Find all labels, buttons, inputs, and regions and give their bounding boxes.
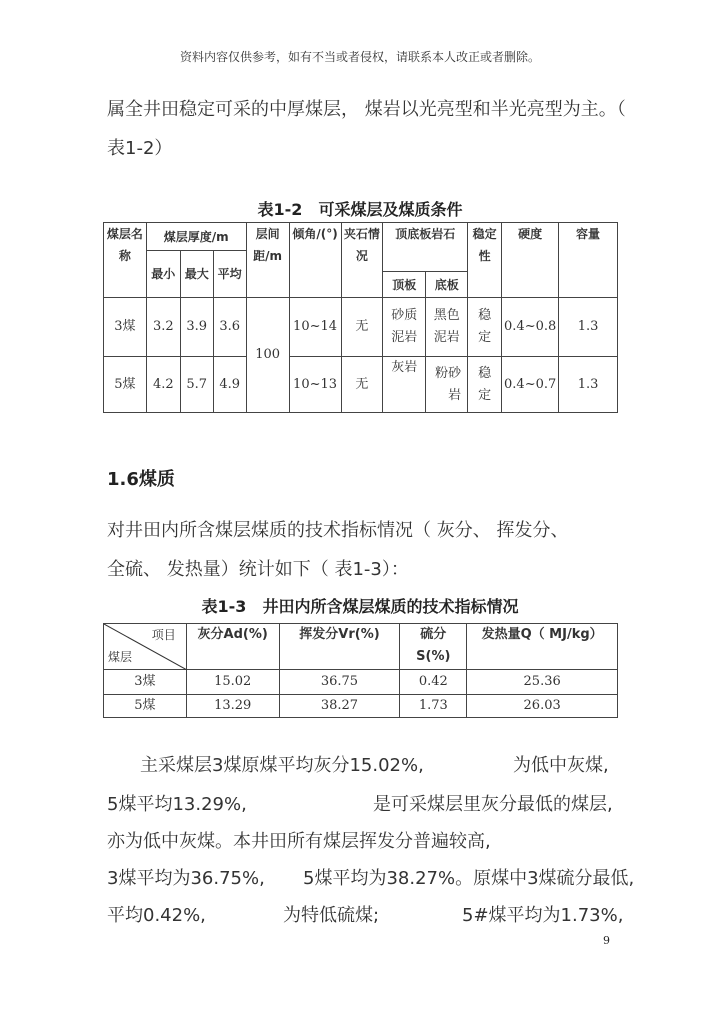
- header-hardness: 硬度: [502, 223, 559, 298]
- header-parting: 夹石情况: [341, 223, 383, 298]
- table-1-3: [103, 623, 618, 718]
- cell: 5煤: [104, 695, 187, 718]
- cell: 25.36: [467, 670, 618, 695]
- header-min: 最小: [146, 251, 180, 298]
- cell: 砂质泥岩: [383, 298, 426, 357]
- header-bulk: 容量: [559, 223, 618, 298]
- table-row: [104, 357, 618, 413]
- cell: 38.27: [279, 695, 400, 718]
- table-1-2: [103, 222, 618, 413]
- section-line-1: 对井田内所含煤层煤质的技术指标情况（ 灰分、 挥发分、: [107, 520, 569, 541]
- intro-line-2: 表1-2）: [107, 138, 173, 159]
- header-stability: 稳定性: [468, 223, 502, 298]
- header-ash: 灰分Ad(%): [186, 624, 279, 670]
- cell: 5煤: [104, 357, 147, 413]
- body-line-1b: 为低中灰煤,: [513, 755, 609, 776]
- cell: 稳定: [468, 298, 502, 357]
- body-line-3: 亦为低中灰煤。本井田所有煤层挥发分普遍较高,: [107, 831, 491, 852]
- cell: 1.3: [559, 298, 618, 357]
- cell: 3煤: [104, 298, 147, 357]
- body-line-4b: 5煤平均为38.27%。原煤中3煤硫分最低,: [303, 868, 635, 889]
- header-spacing: 层间距/m: [246, 223, 289, 298]
- header-roof: 顶板: [383, 272, 426, 298]
- section-heading: 1.6煤质: [107, 469, 175, 490]
- cell: 灰岩: [383, 357, 426, 413]
- cell: 无: [341, 298, 383, 357]
- cell: 0.4~0.8: [502, 298, 559, 357]
- cell-spacing: 100: [246, 298, 289, 413]
- body-line-2b: 是可采煤层里灰分最低的煤层,: [373, 794, 613, 815]
- header-roof-floor: 顶底板岩石: [383, 223, 468, 272]
- header-avg: 平均: [213, 251, 246, 298]
- body-line-1a: 主采煤层3煤原煤平均灰分15.02%,: [140, 755, 424, 776]
- cell: 5.7: [180, 357, 213, 413]
- cell: 4.9: [213, 357, 246, 413]
- body-line-5c: 5#煤平均为1.73%,: [462, 905, 624, 926]
- cell: 粉砂岩: [426, 357, 468, 413]
- cell: 黑色泥岩: [426, 298, 468, 357]
- table-row: [104, 298, 618, 357]
- cell: 3.6: [213, 298, 246, 357]
- cell: 1.73: [400, 695, 467, 718]
- cell: 3煤: [104, 670, 187, 695]
- cell: 10~14: [289, 298, 341, 357]
- cell: 36.75: [279, 670, 400, 695]
- diagonal-header-cell: [104, 624, 187, 670]
- header-volatile: 挥发分Vr(%): [279, 624, 400, 670]
- cell: 13.29: [186, 695, 279, 718]
- table-1-2-title: 表1-2 可采煤层及煤质条件: [257, 200, 463, 219]
- header-calorific: 发热量Q（ MJ/kg）: [467, 624, 618, 670]
- table-row: [104, 695, 618, 718]
- body-line-5a: 平均0.42%,: [107, 905, 206, 926]
- intro-line-1: 属全井田稳定可采的中厚煤层， 煤岩以光亮型和半光亮型为主。（: [107, 99, 626, 120]
- section-line-2: 全硫、 发热量）统计如下（ 表1-3）：: [107, 559, 409, 580]
- cell: 0.42: [400, 670, 467, 695]
- header-floor: 底板: [426, 272, 468, 298]
- header-dip: 倾角/(°): [289, 223, 341, 298]
- cell: 26.03: [467, 695, 618, 718]
- cell: 3.2: [146, 298, 180, 357]
- page-number: 9: [603, 934, 610, 947]
- cell: 1.3: [559, 357, 618, 413]
- table-row: [104, 670, 618, 695]
- cell: 稳定: [468, 357, 502, 413]
- header-max: 最大: [180, 251, 213, 298]
- header-sulfur: 硫分S(%): [400, 624, 467, 670]
- body-line-2a: 5煤平均13.29%,: [107, 794, 247, 815]
- header-name: 煤层名称: [104, 223, 147, 298]
- body-line-5b: 为特低硫煤;: [283, 905, 380, 926]
- cell: 3.9: [180, 298, 213, 357]
- header-note: 资料内容仅供参考，如有不当或者侵权，请联系本人改正或者删除。: [179, 50, 540, 64]
- cell: 4.2: [146, 357, 180, 413]
- body-line-4a: 3煤平均为36.75%,: [107, 868, 265, 889]
- cell: 10~13: [289, 357, 341, 413]
- diag-top-label: 项目: [151, 628, 176, 642]
- cell: 无: [341, 357, 383, 413]
- diag-bottom-label: 煤层: [108, 650, 133, 664]
- cell: 0.4~0.7: [502, 357, 559, 413]
- table-1-3-title: 表1-3 井田内所含煤层煤质的技术指标情况: [201, 597, 519, 616]
- cell: 15.02: [186, 670, 279, 695]
- header-thickness: 煤层厚度/m: [146, 223, 246, 251]
